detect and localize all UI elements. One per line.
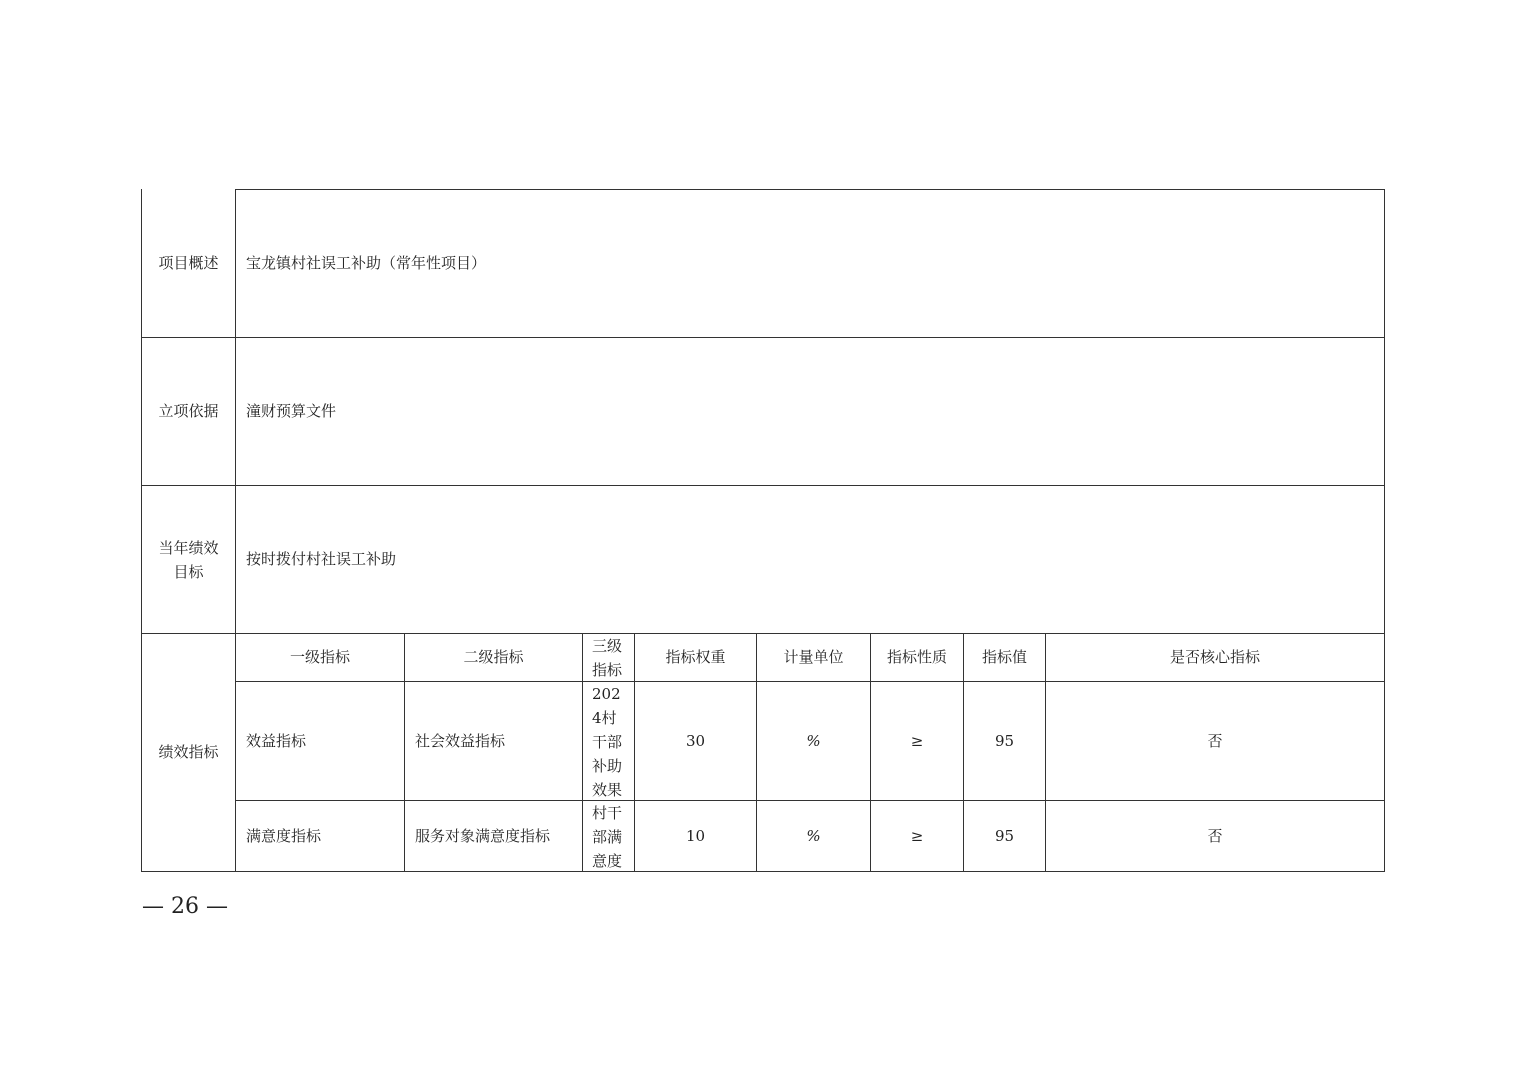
header-value-text: 指标值: [981, 648, 1027, 666]
table-row-1-weight: [635, 682, 756, 800]
table-row-1-unit: [757, 682, 870, 800]
table-row-1-level2: [415, 682, 582, 800]
overview-label-text: 项目概述: [158, 254, 219, 272]
label-column-divider: [235, 189, 236, 872]
overview-value: [246, 190, 1376, 337]
row1-core-text: 否: [1207, 731, 1223, 750]
table-row-2-unit: [757, 801, 870, 871]
page-number: — 26 —: [142, 894, 228, 919]
table-row-1-nature: [871, 682, 963, 800]
row2-nature-text: ≥: [910, 826, 924, 845]
basis-value: [246, 338, 1376, 485]
header-core-text: 是否核心指标: [1169, 648, 1260, 666]
row2-level3-text: 村干部满意度: [592, 804, 623, 870]
row2-level2-text: 服务对象满意度指标: [415, 826, 551, 845]
header-nature-text: 指标性质: [886, 648, 947, 666]
header-weight-text: 指标权重: [665, 648, 726, 666]
goal-value-text: 按时拨付村社误工补助: [246, 550, 397, 568]
table-border-bottom: [141, 871, 1385, 872]
goal-label-line1: 当年绩效: [158, 538, 219, 557]
table-row-1-core: [1046, 682, 1384, 800]
table-row-2-weight: [635, 801, 756, 871]
header-nature: [871, 634, 963, 681]
table-row-1-level1: [246, 682, 404, 800]
overview-value-text: 宝龙镇村社误工补助（常年性项目）: [246, 254, 487, 272]
table-border-right: [1384, 189, 1385, 872]
header-core: [1046, 634, 1384, 681]
basis-label: [142, 338, 235, 485]
header-value: [964, 634, 1045, 681]
row1-unit-text: %: [806, 731, 821, 750]
table-row-2-level1: [246, 801, 404, 871]
table-row-2-level2: [415, 801, 582, 871]
indicators-section-label-text: 绩效指标: [158, 743, 219, 761]
row2-value-text: 95: [994, 826, 1015, 845]
row1-level2-text: 社会效益指标: [415, 731, 506, 750]
row1-level1-text: 效益指标: [246, 731, 307, 750]
indicators-section-label: [142, 634, 235, 871]
header-unit: [757, 634, 870, 681]
table-row-2-nature: [871, 801, 963, 871]
row1-value-text: 95: [994, 731, 1015, 750]
table-row-1-value: [964, 682, 1045, 800]
overview-label: [142, 190, 235, 337]
basis-label-text: 立项依据: [158, 402, 219, 420]
table-row-2-core: [1046, 801, 1384, 871]
table-row-2-value: [964, 801, 1045, 871]
row2-level1-text: 满意度指标: [246, 826, 322, 845]
row1-level3-text: 2024村干部补助效果: [592, 685, 623, 799]
header-level2: [405, 634, 582, 681]
goal-label: [142, 486, 235, 633]
header-level2-text: 二级指标: [463, 648, 524, 666]
goal-label-line2: 目标: [173, 562, 204, 581]
header-level3-text: 三级指标: [592, 637, 623, 679]
header-level1: [236, 634, 404, 681]
col-divider-level2: [582, 633, 583, 872]
row2-weight-text: 10: [685, 826, 706, 845]
goal-value: [246, 486, 1376, 633]
table-row-2-level3: [592, 801, 624, 871]
row1-weight-text: 30: [685, 731, 706, 750]
header-level3: [592, 634, 628, 681]
row2-unit-text: %: [806, 826, 821, 845]
header-unit-text: 计量单位: [783, 648, 844, 666]
basis-value-text: 潼财预算文件: [246, 402, 337, 420]
header-weight: [635, 634, 756, 681]
row2-core-text: 否: [1207, 826, 1223, 845]
row1-nature-text: ≥: [910, 731, 924, 750]
table-row-1-level3: [592, 682, 624, 800]
header-level1-text: 一级指标: [289, 648, 350, 666]
